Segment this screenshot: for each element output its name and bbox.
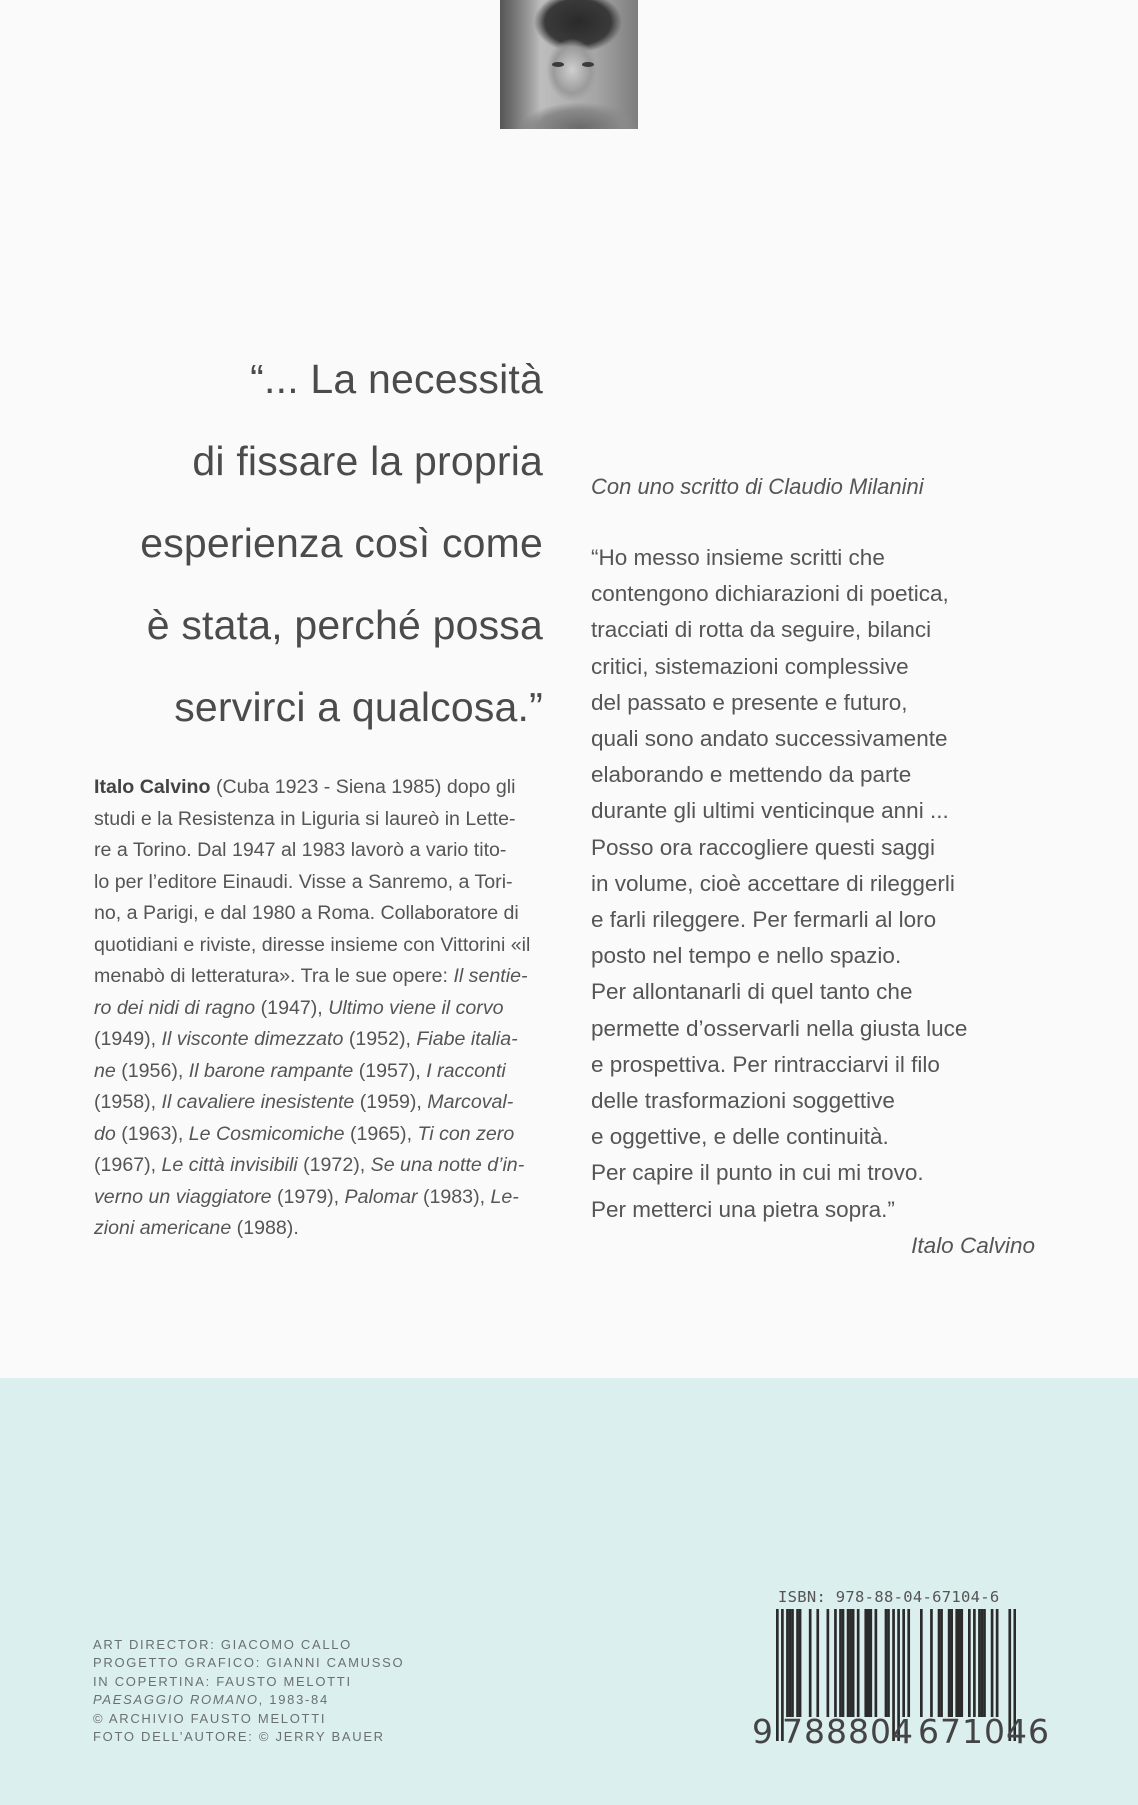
photo-detail	[552, 62, 564, 67]
author-photo	[500, 0, 638, 129]
bio-text: (1956),	[115, 1059, 189, 1082]
bio-line	[94, 772, 544, 804]
photo-detail	[582, 62, 594, 67]
bio-line	[94, 804, 544, 836]
book-title: ro dei nidi di ragno	[94, 996, 256, 1019]
book-title: Le-	[490, 1185, 519, 1208]
blurb-quote	[591, 540, 1041, 1228]
bio-line	[94, 1119, 544, 1151]
book-title: Le Cosmicomiche	[188, 1122, 345, 1145]
blurb-quote-line: contengono dichiarazioni di poetica,	[591, 581, 949, 607]
bio-text: (Cuba 1923 - Siena 1985) dopo gli	[210, 776, 516, 798]
author-bio	[94, 772, 544, 1245]
photo-shadow	[500, 0, 540, 129]
blurb-signature: Italo Calvino	[911, 1232, 1035, 1258]
bio-line	[94, 1150, 544, 1182]
blurb-quote-line: e farli rileggere. Per fermarli al loro	[591, 907, 937, 933]
book-title: do	[94, 1122, 116, 1145]
bio-text: menabò di letteratura». Tra le sue opere:	[94, 965, 454, 987]
bio-line	[94, 898, 544, 930]
book-title: ne	[94, 1059, 116, 1082]
artwork-date: , 1983-84	[258, 1692, 329, 1708]
bio-text: (1949),	[94, 1028, 162, 1050]
bio-line	[94, 1024, 544, 1056]
blurb-quote-line: Per allontanarli di quel tanto che	[591, 979, 913, 1005]
blurb-quote-line: critici, sistemazioni complessive	[591, 653, 909, 679]
bio-text: re a Torino. Dal 1947 al 1983 lavorò a vario tito-	[94, 839, 507, 861]
book-title: Il barone rampante	[188, 1059, 354, 1082]
bio-line	[94, 1056, 544, 1088]
bio-line	[94, 1182, 544, 1214]
credit-line	[93, 1691, 404, 1709]
bio-line	[94, 867, 544, 899]
blurb-quote-line: e prospettiva. Per rintracciarvi il filo	[591, 1051, 940, 1077]
bio-text: quotidiani e riviste, diresse insieme con Vittorini «il	[94, 933, 531, 956]
bio-text: (1972),	[297, 1154, 371, 1176]
blurb-quote-line: “Ho messo insieme scritti che	[591, 545, 885, 570]
blurb-quote-line: delle trasformazioni soggettive	[591, 1088, 895, 1114]
bio-text: (1983),	[417, 1185, 491, 1208]
bio-text: (1959),	[354, 1091, 428, 1113]
bio-text: lo per l’editore Einaudi. Visse a Sanremo, a Tori-	[94, 870, 513, 893]
bio-text: (1952),	[343, 1028, 417, 1050]
blurb-quote-line: in volume, cioè accettare di rileggerli	[591, 870, 955, 896]
bio-text: no, a Parigi, e dal 1980 a Roma. Collaboratore di	[94, 902, 519, 924]
bio-line	[94, 930, 544, 962]
book-title: Ti con zero	[417, 1122, 515, 1145]
blurb-quote-line: e oggettive, e delle continuità.	[591, 1124, 889, 1150]
book-title: Le città invisibili	[161, 1154, 298, 1176]
bio-text: (1965),	[344, 1122, 418, 1145]
credit-line: ART DIRECTOR: GIACOMO CALLO	[93, 1637, 352, 1652]
credit-line: IN COPERTINA: FAUSTO MELOTTI	[93, 1673, 352, 1689]
barcode-digit-first: 9	[752, 1712, 774, 1751]
bio-text: (1957),	[353, 1059, 427, 1082]
bio-text: (1988).	[231, 1217, 299, 1239]
book-title: Ultimo viene il corvo	[328, 996, 504, 1019]
pull-quote-line: “... La necessità	[250, 356, 543, 402]
credit-line: © ARCHIVIO FAUSTO MELOTTI	[93, 1710, 327, 1726]
bio-line	[94, 1213, 544, 1245]
artwork-title: PAESAGGIO ROMANO	[93, 1692, 259, 1708]
blurb-quote-line: tracciati di rotta da seguire, bilanci	[591, 617, 932, 643]
bio-text: (1967),	[94, 1154, 162, 1176]
blurb-column	[591, 470, 1041, 1264]
book-title: Se una notte d’in-	[370, 1154, 525, 1176]
bio-line	[94, 835, 544, 867]
pull-quote-line: servirci a qualcosa.”	[174, 684, 543, 730]
pull-quote	[123, 338, 543, 748]
bio-text: (1958),	[94, 1091, 162, 1113]
pull-quote-line: è stata, perché possa	[146, 602, 543, 648]
pull-quote-line: esperienza così come	[140, 520, 543, 566]
book-title: zioni americane	[94, 1217, 232, 1239]
blurb-quote-line: permette d’osservarli nella giusta luce	[591, 1015, 968, 1041]
book-title: Il visconte dimezzato	[161, 1028, 344, 1050]
book-title: Il cavaliere inesistente	[161, 1091, 355, 1113]
credit-line: PROGETTO GRAFICO: GIANNI CAMUSSO	[93, 1655, 405, 1671]
blurb-quote-line: Posso ora raccogliere questi saggi	[591, 834, 935, 860]
bio-text: (1979),	[271, 1185, 345, 1208]
credit-line: FOTO DELL’AUTORE: © JERRY BAUER	[93, 1729, 385, 1745]
bio-text: (1947),	[255, 996, 329, 1019]
blurb-quote-line: quali sono andato successivamente	[591, 726, 948, 752]
blurb-quote-line: del passato e presente e futuro,	[591, 689, 908, 715]
pull-quote-line: di fissare la propria	[192, 438, 543, 484]
book-title: I racconti	[426, 1059, 506, 1082]
bio-text: studi e la Resistenza in Liguria si laureò in Lette-	[94, 807, 516, 830]
barcode-digits-left: 788804	[782, 1712, 914, 1751]
credits-block	[93, 1636, 404, 1746]
blurb-intro: Con uno scritto di Claudio Milanini	[591, 474, 924, 499]
blurb-quote-line: Per metterci una pietra sopra.”	[591, 1196, 895, 1222]
book-title: Fiabe italia-	[416, 1028, 518, 1050]
bio-line	[94, 1087, 544, 1119]
book-title: Marcoval-	[427, 1091, 514, 1113]
blurb-quote-line: durante gli ultimi venticinque anni ...	[591, 798, 949, 824]
author-name: Italo Calvino	[94, 776, 211, 798]
isbn-label: ISBN: 978-88-04-67104-6	[778, 1588, 1000, 1606]
bio-line	[94, 993, 544, 1025]
blurb-quote-line: posto nel tempo e nello spazio.	[591, 943, 902, 969]
book-title: verno un viaggiatore	[94, 1185, 272, 1208]
book-title: Il sentie-	[453, 965, 528, 987]
barcode-digits-right: 671046	[918, 1712, 1050, 1751]
blurb-quote-line: Per capire il punto in cui mi trovo.	[591, 1160, 924, 1186]
blurb-quote-line: elaborando e mettendo da parte	[591, 762, 912, 788]
bio-line	[94, 961, 544, 993]
bio-text: (1963),	[115, 1122, 189, 1145]
book-title: Palomar	[344, 1185, 418, 1208]
